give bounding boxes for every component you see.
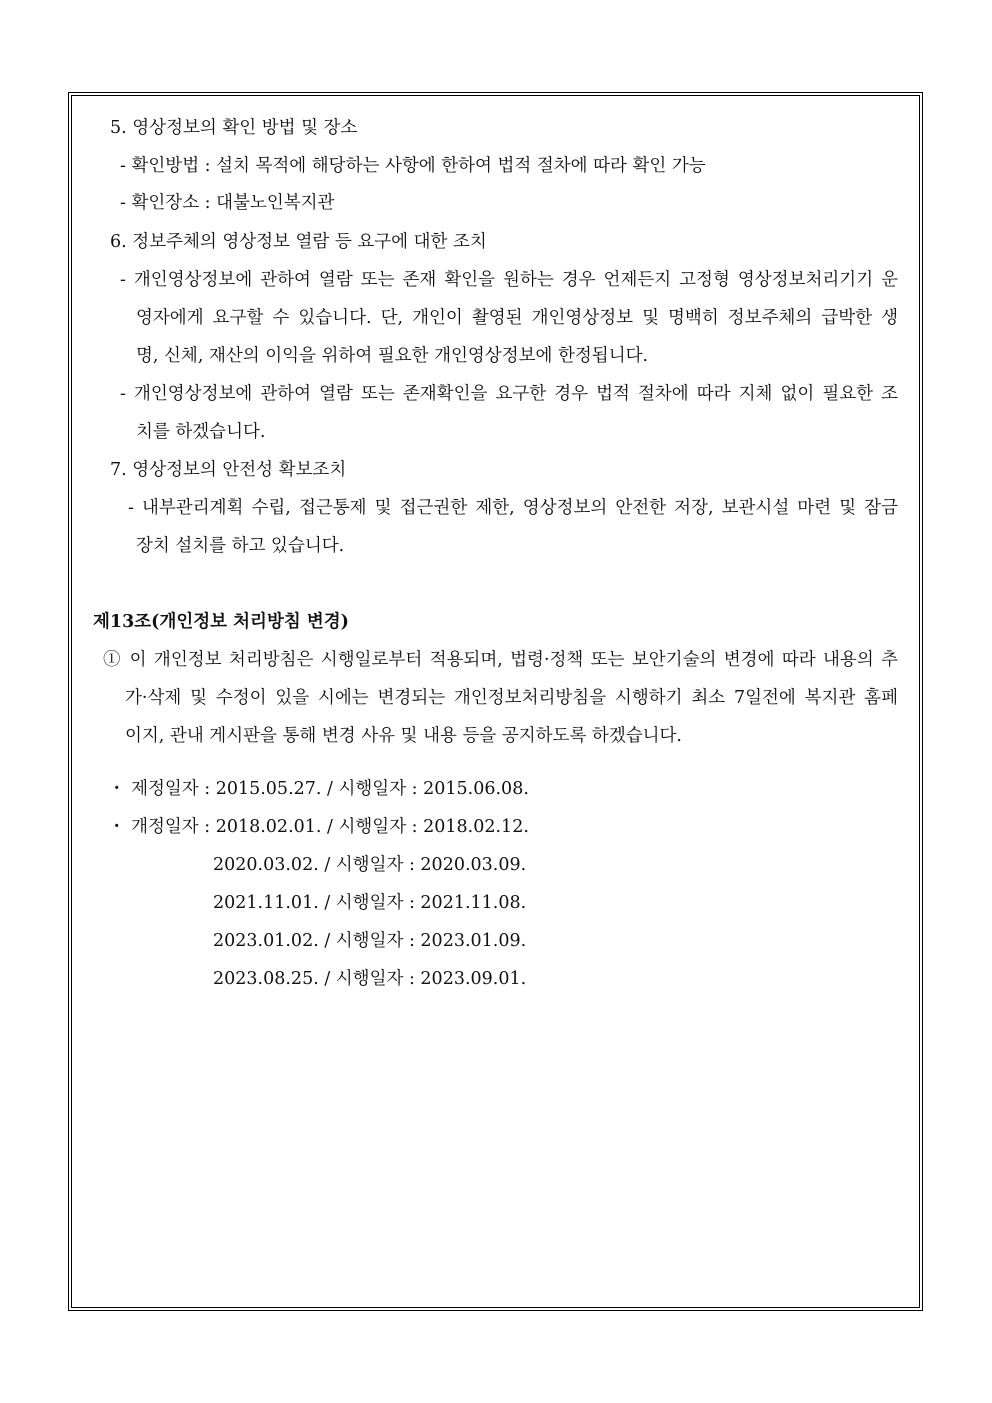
article13-para-line1: ① 이 개인정보 처리방침은 시행일로부터 적용되며, 법령·정책 또는 보안기술의 변경에 따라 내용의 추 xyxy=(103,650,898,670)
section5-heading: 5. 영상정보의 확인 방법 및 장소 xyxy=(110,118,358,138)
section6-item1-line1: - 개인영상정보에 관하여 열람 또는 존재 확인을 원하는 경우 언제든지 고정형 영상정보처리기기 운 xyxy=(120,270,898,290)
section7-item-line1: - 내부관리계획 수립, 접근통제 및 접근권한 제한, 영상정보의 안전한 저장, 보관시설 마련 및 잠금 xyxy=(128,498,898,518)
section6-item2-line1: - 개인영상정보에 관하여 열람 또는 존재확인을 요구한 경우 법적 절차에 따라 지체 없이 필요한 조 xyxy=(120,384,898,404)
amended-date-row: 2023.08.25. / 시행일자 : 2023.09.01. xyxy=(213,969,527,989)
section6-item1-line2: 영자에게 요구할 수 있습니다. 단, 개인이 촬영된 개인영상정보 및 명백히 정보주체의 급박한 생 xyxy=(136,308,898,328)
article13-title: 제13조(개인정보 처리방침 변경) xyxy=(93,612,349,632)
amended-date-row: 2023.01.02. / 시행일자 : 2023.01.09. xyxy=(213,931,527,951)
section7-heading: 7. 영상정보의 안전성 확보조치 xyxy=(110,460,347,480)
enacted-date: ・ 제정일자 : 2015.05.27. / 시행일자 : 2015.06.08. xyxy=(108,779,529,799)
section6-item2-line2: 치를 하겠습니다. xyxy=(136,422,266,442)
section7-item-line2: 장치 설치를 하고 있습니다. xyxy=(136,536,345,556)
amended-date-row: 2021.11.01. / 시행일자 : 2021.11.08. xyxy=(213,893,527,913)
article13-para-line3: 이지, 관내 게시판을 통해 변경 사유 및 내용 등을 공지하도록 하겠습니다. xyxy=(125,726,682,746)
section5-place: - 확인장소 : 대불노인복지관 xyxy=(120,193,335,213)
amended-date-first: ・ 개정일자 : 2018.02.01. / 시행일자 : 2018.02.12. xyxy=(108,817,529,837)
article13-para-line2: 가·삭제 및 수정이 있을 시에는 변경되는 개인정보처리방침을 시행하기 최소 7일전에 복지관 홈페 xyxy=(125,688,898,708)
amended-date-row: 2020.03.02. / 시행일자 : 2020.03.09. xyxy=(213,855,527,875)
section6-heading: 6. 정보주체의 영상정보 열람 등 요구에 대한 조치 xyxy=(110,232,487,252)
section5-method: - 확인방법 : 설치 목적에 해당하는 사항에 한하여 법적 절차에 따라 확인 가능 xyxy=(120,156,706,176)
section6-item1-line3: 명, 신체, 재산의 이익을 위하여 필요한 개인영상정보에 한정됩니다. xyxy=(136,346,649,366)
